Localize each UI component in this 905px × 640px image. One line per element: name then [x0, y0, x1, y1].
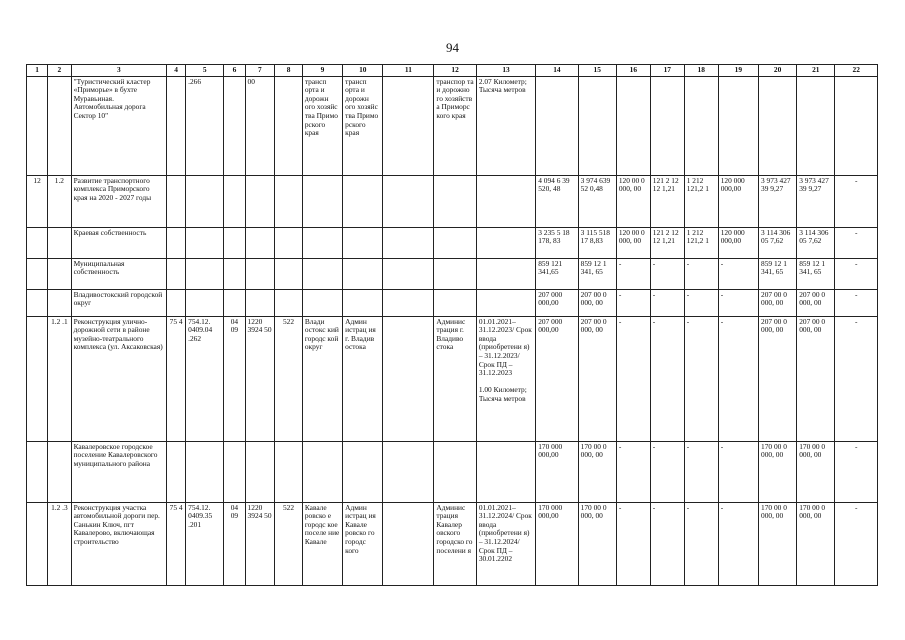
table-cell: 01.01.2021– 31.12.2024/ Срок ввода (приобретени я) – 31.12.2024/ Срок ПД – 30.01.2202: [476, 502, 535, 585]
table-cell: [224, 258, 245, 289]
table-cell: 00: [245, 76, 275, 175]
table-row: [27, 316, 878, 441]
table-cell: [476, 258, 535, 289]
header-cell: 6: [224, 65, 245, 77]
table-cell: [167, 76, 186, 175]
table-cell: [684, 76, 718, 175]
table-cell: [48, 441, 71, 502]
table-cell: [48, 227, 71, 258]
header-cell: 4: [167, 65, 186, 77]
header-cell: 1: [27, 65, 48, 77]
table-cell: 859 12 1 341, 65: [797, 258, 835, 289]
table-cell: 120 00 0 000, 00: [616, 227, 650, 258]
table-cell: [383, 258, 434, 289]
table-cell: 1.2: [48, 175, 71, 227]
table-cell: [48, 289, 71, 316]
table-cell: -: [835, 258, 878, 289]
table-cell: [275, 441, 303, 502]
table-cell: [27, 441, 48, 502]
header-cell: 20: [759, 65, 797, 77]
table-cell: [650, 76, 684, 175]
table-cell: [616, 76, 650, 175]
table-cell: -: [650, 289, 684, 316]
table-cell: [48, 76, 71, 175]
table-cell: 120 000 000,00: [718, 175, 758, 227]
table-cell: 207 00 0 000, 00: [759, 289, 797, 316]
table-cell: -: [616, 441, 650, 502]
table-cell: [48, 258, 71, 289]
table-cell: [718, 76, 758, 175]
table-cell: -: [616, 316, 650, 441]
header-row: [27, 65, 878, 77]
table-cell: 2.07 Километр; Тысяча метров: [476, 76, 535, 175]
table-row: [27, 76, 878, 175]
table-cell: Админис трация Кавалер овского городско го поселени я: [434, 502, 476, 585]
table-cell: [476, 289, 535, 316]
table-cell: 207 00 0 000, 00: [578, 316, 616, 441]
table-cell: [186, 258, 224, 289]
table-cell: 75 4: [167, 316, 186, 441]
table-cell: [383, 289, 434, 316]
table-row: [27, 502, 878, 585]
table-cell: [27, 258, 48, 289]
table-cell: транспор та и дорожно го хозяйств а Приморс кого края: [434, 76, 476, 175]
table-cell: Развитие транспортного комплекса Приморского края на 2020 - 2027 годы: [71, 175, 166, 227]
table-cell: [245, 289, 275, 316]
table-cell: [224, 441, 245, 502]
table-cell: 170 00 0 000, 00: [797, 502, 835, 585]
table-cell: 522: [275, 316, 303, 441]
table-cell: -: [616, 258, 650, 289]
table-cell: .266: [186, 76, 224, 175]
table-cell: 207 000 000,00: [536, 289, 578, 316]
table-cell: -: [835, 502, 878, 585]
table-cell: 04 09: [224, 316, 245, 441]
table-cell: [275, 227, 303, 258]
table-cell: [245, 175, 275, 227]
table-cell: [275, 76, 303, 175]
table-cell: 754.12. 0409.35 .201: [186, 502, 224, 585]
table-cell: [343, 441, 383, 502]
header-cell: 15: [578, 65, 616, 77]
table-cell: [275, 258, 303, 289]
table-cell: 120 00 0 000, 00: [616, 175, 650, 227]
table-cell: [27, 289, 48, 316]
table-cell: 3 973 427 39 9,27: [759, 175, 797, 227]
table-cell: [476, 441, 535, 502]
table-cell: Владивостокский городской округ: [71, 289, 166, 316]
table-cell: -: [718, 502, 758, 585]
table-cell: 01.01.2021– 31.12.2023/ Срок ввода (приобретени я) – 31.12.2023/ Срок ПД – 31.12.2023 1.00 Километр; Тысяча метров: [476, 316, 535, 441]
header-cell: 10: [343, 65, 383, 77]
table-cell: [536, 76, 578, 175]
table-cell: 170 00 0 000, 00: [759, 502, 797, 585]
header-cell: 18: [684, 65, 718, 77]
table-cell: -: [684, 289, 718, 316]
table-cell: [245, 258, 275, 289]
table-cell: 170 000 000,00: [536, 502, 578, 585]
table-cell: Муниципальная собственность: [71, 258, 166, 289]
table-cell: 3 114 306 05 7,62: [759, 227, 797, 258]
table-cell: 3 973 427 39 9,27: [797, 175, 835, 227]
table-row: [27, 289, 878, 316]
table-cell: [302, 289, 342, 316]
header-cell: 5: [186, 65, 224, 77]
table-cell: [578, 76, 616, 175]
page-number: 94: [446, 40, 459, 55]
table-cell: [302, 258, 342, 289]
table-cell: [343, 258, 383, 289]
table-cell: -: [718, 441, 758, 502]
table-cell: 3 974 639 52 0,48: [578, 175, 616, 227]
table-cell: Админис трация г. Владиво стока: [434, 316, 476, 441]
table-body: [27, 76, 878, 585]
table-cell: 3 235 5 18 178, 83: [536, 227, 578, 258]
table-cell: [224, 289, 245, 316]
table-cell: "Туристический кластер «Приморье» в бухте Муравьиная. Автомобильная дорога Сектор 10": [71, 76, 166, 175]
header-cell: 22: [835, 65, 878, 77]
table-cell: [476, 175, 535, 227]
table-cell: [302, 175, 342, 227]
header-cell: 2: [48, 65, 71, 77]
table-cell: [167, 175, 186, 227]
table-cell: 121 2 12 12 1,21: [650, 227, 684, 258]
table-cell: Админ истрац ия Кавале ровско го городс кого: [343, 502, 383, 585]
header-cell: 19: [718, 65, 758, 77]
table-cell: -: [650, 258, 684, 289]
table-cell: [434, 175, 476, 227]
table-cell: [835, 76, 878, 175]
table-cell: [224, 76, 245, 175]
table-cell: -: [684, 441, 718, 502]
table-cell: Админ истрац ия г. Владив остока: [343, 316, 383, 441]
table-cell: 170 00 0 000, 00: [797, 441, 835, 502]
table-cell: 207 00 0 000, 00: [797, 316, 835, 441]
table-cell: трансп орта и дорожн ого хозяйс тва Примо рского края: [302, 76, 342, 175]
table-cell: 1.2 .1: [48, 316, 71, 441]
table-cell: 04 09: [224, 502, 245, 585]
table-cell: 170 000 000,00: [536, 441, 578, 502]
table-cell: -: [650, 441, 684, 502]
header-cell: 14: [536, 65, 578, 77]
table-cell: -: [616, 502, 650, 585]
table-cell: 522: [275, 502, 303, 585]
table-cell: [167, 441, 186, 502]
table-cell: [186, 175, 224, 227]
table-cell: Краевая собственность: [71, 227, 166, 258]
header-cell: 9: [302, 65, 342, 77]
table-cell: [383, 316, 434, 441]
table-cell: 170 00 0 000, 00: [578, 502, 616, 585]
table-cell: [434, 258, 476, 289]
header-cell: 8: [275, 65, 303, 77]
table-cell: -: [835, 289, 878, 316]
table-cell: Кавале ровско е городс кое поселе ние Кавале: [302, 502, 342, 585]
table-cell: -: [684, 502, 718, 585]
header-cell: 17: [650, 65, 684, 77]
table-cell: Реконструкция улично-дорожной сети в районе музейно-театрального комплекса (ул. Аксаковская): [71, 316, 166, 441]
table-row: [27, 258, 878, 289]
table-cell: [383, 502, 434, 585]
table-cell: -: [718, 258, 758, 289]
table-cell: [27, 76, 48, 175]
table-cell: -: [835, 175, 878, 227]
table-cell: 121 2 12 12 1,21: [650, 175, 684, 227]
table-cell: 859 121 341,65: [536, 258, 578, 289]
table-cell: 4 094 6 39 520, 48: [536, 175, 578, 227]
table-cell: 170 00 0 000, 00: [578, 441, 616, 502]
table-cell: 207 00 0 000, 00: [759, 316, 797, 441]
table-cell: [343, 289, 383, 316]
header-cell: 12: [434, 65, 476, 77]
table-cell: [186, 227, 224, 258]
table-cell: [759, 76, 797, 175]
table-cell: -: [650, 316, 684, 441]
table-cell: [383, 227, 434, 258]
table-cell: [383, 175, 434, 227]
table-cell: [27, 227, 48, 258]
table-cell: -: [835, 441, 878, 502]
table-cell: [275, 175, 303, 227]
table-cell: [167, 289, 186, 316]
table-cell: [343, 175, 383, 227]
table-cell: Кавалеровское городское поселение Кавалеровского муниципального района: [71, 441, 166, 502]
header-cell: 16: [616, 65, 650, 77]
table-cell: -: [835, 316, 878, 441]
table-row: [27, 175, 878, 227]
table-cell: [434, 289, 476, 316]
table-cell: -: [616, 289, 650, 316]
table-cell: Влади остокс кий городс кой округ: [302, 316, 342, 441]
table-cell: 1 212 121,2 1: [684, 227, 718, 258]
table-cell: [245, 227, 275, 258]
header-cell: 13: [476, 65, 535, 77]
header-cell: 11: [383, 65, 434, 77]
table-cell: 207 00 0 000, 00: [797, 289, 835, 316]
table-cell: Реконструкция участка автомобильной дороги пер. Санькин Ключ, пгт Кавалерово, включающая строительство: [71, 502, 166, 585]
table-cell: 859 12 1 341, 65: [759, 258, 797, 289]
table-cell: 859 12 1 341, 65: [578, 258, 616, 289]
table-cell: 120 000 000,00: [718, 227, 758, 258]
table-cell: [343, 227, 383, 258]
header-cell: 21: [797, 65, 835, 77]
table-cell: 75 4: [167, 502, 186, 585]
table-cell: -: [718, 289, 758, 316]
table-cell: [224, 227, 245, 258]
table-cell: 1.2 .3: [48, 502, 71, 585]
table-cell: [383, 441, 434, 502]
table-cell: [434, 441, 476, 502]
table-cell: -: [684, 258, 718, 289]
table-cell: 12: [27, 175, 48, 227]
table-cell: [224, 175, 245, 227]
table-cell: [186, 441, 224, 502]
table-cell: 3 114 306 05 7,62: [797, 227, 835, 258]
header-cell: 7: [245, 65, 275, 77]
table-cell: [797, 76, 835, 175]
table-cell: 207 00 0 000, 00: [578, 289, 616, 316]
table-cell: -: [684, 316, 718, 441]
table-cell: [302, 227, 342, 258]
table-cell: 3 115 518 17 8,83: [578, 227, 616, 258]
table-cell: [302, 441, 342, 502]
table-cell: [167, 227, 186, 258]
table-cell: трансп орта и дорожн ого хозяйс тва Примо рского края: [343, 76, 383, 175]
program-table: [26, 64, 878, 586]
table-cell: 754.12. 0409.04 .262: [186, 316, 224, 441]
table-row: [27, 227, 878, 258]
table-cell: -: [718, 316, 758, 441]
table-cell: 1 212 121,2 1: [684, 175, 718, 227]
table-cell: [434, 227, 476, 258]
table-cell: 170 00 0 000, 00: [759, 441, 797, 502]
table-cell: [186, 289, 224, 316]
table-cell: -: [835, 227, 878, 258]
table-row: [27, 441, 878, 502]
table-cell: [27, 316, 48, 441]
table-cell: -: [650, 502, 684, 585]
table-cell: [476, 227, 535, 258]
table-cell: 1220 3924 50: [245, 316, 275, 441]
table-cell: [27, 502, 48, 585]
table-cell: [167, 258, 186, 289]
table-cell: [383, 76, 434, 175]
header-cell: 3: [71, 65, 166, 77]
table-cell: [245, 441, 275, 502]
table-cell: [275, 289, 303, 316]
table-cell: 1220 3924 50: [245, 502, 275, 585]
table-cell: 207 000 000,00: [536, 316, 578, 441]
